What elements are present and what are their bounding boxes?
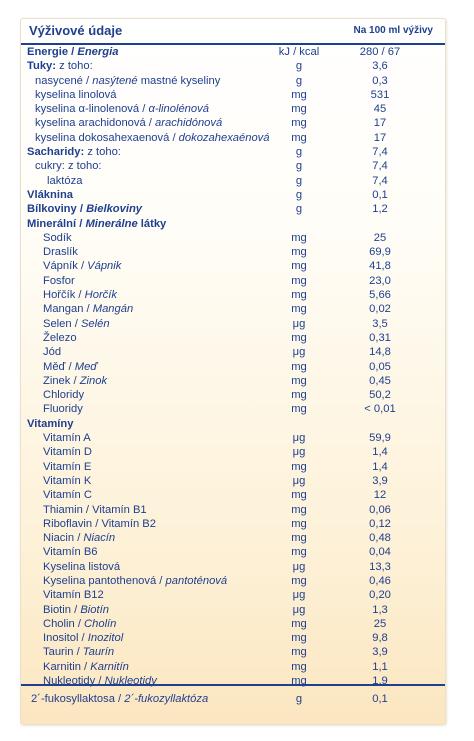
nutrient-unit: mg xyxy=(291,131,307,144)
table-row xyxy=(21,331,445,345)
nutrient-name: Energie / xyxy=(27,46,78,58)
nutrient-unit: mg xyxy=(291,231,307,244)
nutrient-unit: mg xyxy=(291,389,307,402)
nutrient-name: Fosfor xyxy=(43,274,75,287)
nutrient-name-slovak: Bielkoviny xyxy=(86,203,143,216)
table-header xyxy=(21,19,445,45)
nutrient-value: 1,9 xyxy=(372,675,388,688)
nutrient-unit: mg xyxy=(291,660,307,673)
table-row xyxy=(21,231,445,245)
nutrient-unit: mg xyxy=(291,632,307,645)
nutrient-value: 0,12 xyxy=(369,517,391,530)
table-row xyxy=(21,503,445,517)
nutrient-unit: mg xyxy=(291,517,307,530)
table-row xyxy=(21,317,445,331)
nutrient-name: Měď / xyxy=(43,360,75,373)
nutrient-label xyxy=(43,517,156,531)
nutrient-name: Vitamín E xyxy=(43,460,92,473)
nutrient-name: Vitamín C xyxy=(43,489,92,502)
nutrient-name: Jód xyxy=(43,346,62,359)
nutrient-unit: mg xyxy=(291,546,307,559)
nutrient-label xyxy=(43,445,92,459)
table-row xyxy=(21,202,445,216)
nutrient-name: Vitamín B12 xyxy=(43,589,104,602)
nutrient-value: 0,48 xyxy=(369,532,391,545)
nutrient-label xyxy=(43,460,91,474)
nutrient-unit: μg xyxy=(292,474,306,487)
nutrient-label xyxy=(27,188,73,202)
nutrient-name-slovak: Energia xyxy=(77,46,119,58)
nutrient-group-name: Sacharidy: xyxy=(27,146,85,159)
nutrient-name: kyselina dokosahexaenová / xyxy=(35,131,179,144)
nutrient-name-slovak: Vápnik xyxy=(87,260,122,273)
nutrient-value: 17 xyxy=(373,131,387,144)
nutrient-unit: μg xyxy=(292,446,306,459)
nutrient-value: 14,8 xyxy=(369,346,391,359)
footer-label-main: 2´-fukosyllaktosa / xyxy=(31,693,125,705)
nutrient-name: Vitamín D xyxy=(43,446,92,459)
nutrient-unit: μg xyxy=(292,346,306,359)
table-row xyxy=(21,345,445,359)
nutrient-value: 3,6 xyxy=(372,60,388,73)
nutrient-label xyxy=(35,88,116,102)
nutrient-name: Riboflavin / Vitamín B2 xyxy=(43,517,156,530)
table-row xyxy=(21,274,445,288)
nutrient-unit: g xyxy=(295,203,303,216)
table-row xyxy=(21,388,445,402)
nutrient-label xyxy=(43,660,129,674)
nutrient-value: 9,8 xyxy=(372,632,388,645)
nutrient-unit: g xyxy=(295,160,303,173)
nutrient-unit: kJ / kcal xyxy=(278,46,320,58)
footer-value: 0,1 xyxy=(372,693,388,705)
nutrient-label xyxy=(35,159,102,173)
nutrient-value: 7,4 xyxy=(372,146,388,159)
nutrient-label xyxy=(43,259,121,273)
nutrient-unit: mg xyxy=(291,532,307,545)
table-row xyxy=(21,631,445,645)
table-row xyxy=(21,245,445,259)
nutrient-value: 0,1 xyxy=(372,188,388,201)
nutrient-unit: μg xyxy=(292,560,306,573)
nutrient-value: 3,5 xyxy=(372,317,388,330)
nutrient-name-suffix: mastné kyseliny xyxy=(137,74,221,87)
nutrient-name: Vitamín A xyxy=(43,432,91,445)
nutrient-value: 0,02 xyxy=(369,303,391,316)
nutrient-value: 25 xyxy=(373,231,387,244)
nutrient-unit: mg xyxy=(291,489,307,502)
nutrient-name: nasycené / xyxy=(35,74,93,87)
nutrient-value: 7,4 xyxy=(372,174,388,187)
footer-separator xyxy=(21,684,445,686)
nutrient-name: Karnitin / xyxy=(43,660,91,673)
nutrient-value: 3,9 xyxy=(372,646,388,659)
nutrient-label xyxy=(27,45,118,59)
column-heading: Na 100 ml výživy xyxy=(353,25,433,36)
nutrient-rows xyxy=(21,45,445,688)
nutrient-label xyxy=(43,560,120,574)
nutrient-unit: mg xyxy=(291,360,307,373)
nutrient-name: Bílkoviny / xyxy=(27,203,87,216)
nutrient-value: 50,2 xyxy=(369,389,391,402)
table-row xyxy=(21,188,445,202)
table-row xyxy=(21,588,445,602)
nutrient-name: Taurin / xyxy=(43,646,83,659)
nutrient-name: Selen / xyxy=(43,317,81,330)
nutrient-label xyxy=(43,488,92,502)
nutrient-value: 69,9 xyxy=(369,246,391,259)
nutrient-label xyxy=(27,202,142,216)
nutrient-unit: mg xyxy=(291,303,307,316)
nutrient-value: 7,4 xyxy=(372,160,388,173)
table-row xyxy=(21,674,445,688)
nutrient-label xyxy=(27,417,73,431)
nutrient-name-slovak: Meď xyxy=(74,360,98,373)
nutrient-name-slovak: Mangán xyxy=(92,303,134,316)
nutrient-label xyxy=(43,674,157,688)
nutrient-label xyxy=(43,274,75,288)
table-row xyxy=(21,431,445,445)
nutrient-value: 13,3 xyxy=(369,560,391,573)
nutrient-value: 41,8 xyxy=(369,260,391,273)
nutrient-value: 45 xyxy=(373,103,387,116)
footer-label xyxy=(31,691,208,707)
nutrient-name-slovak: nasýtené xyxy=(92,74,138,87)
nutrient-value: 0,20 xyxy=(369,589,391,602)
table-row xyxy=(21,174,445,188)
nutrient-unit: mg xyxy=(291,331,307,344)
nutrient-unit: μg xyxy=(292,317,306,330)
nutrient-unit: mg xyxy=(291,646,307,659)
nutrient-label xyxy=(43,631,123,645)
nutrient-label xyxy=(27,217,166,231)
table-row xyxy=(21,488,445,502)
nutrient-value: < 0,01 xyxy=(364,403,396,416)
nutrient-name: kyselina arachidonová / xyxy=(35,117,156,130)
nutrient-unit: mg xyxy=(291,274,307,287)
nutrient-name-slovak: Biotín xyxy=(80,603,109,616)
nutrient-unit: g xyxy=(295,174,303,187)
nutrient-name: Železo xyxy=(43,331,77,344)
nutrient-label xyxy=(43,503,147,517)
nutrient-value: 0,46 xyxy=(369,574,391,587)
table-row xyxy=(21,460,445,474)
nutrient-value: 1,2 xyxy=(372,203,388,216)
nutrient-name: Kyselina listová xyxy=(43,560,121,573)
nutrient-value: 5,66 xyxy=(369,289,391,302)
nutrient-value: 0,05 xyxy=(369,360,391,373)
nutrient-name: Zinek / xyxy=(43,374,80,387)
nutrient-name: Nukleotidy / xyxy=(43,675,105,688)
nutrient-unit: g xyxy=(295,74,303,87)
nutrient-unit: mg xyxy=(291,246,307,259)
nutrient-name: Hořčík / xyxy=(43,289,85,302)
nutrient-unit: mg xyxy=(291,574,307,587)
table-row xyxy=(21,545,445,559)
nutrient-name: Vláknina xyxy=(27,188,74,201)
nutrient-unit: mg xyxy=(291,617,307,630)
nutrient-unit: mg xyxy=(291,675,307,688)
nutrient-name-slovak: Minerálne xyxy=(85,217,138,230)
nutrient-name: cukry: z toho: xyxy=(35,160,102,173)
table-row xyxy=(21,59,445,73)
nutrient-unit: mg xyxy=(291,403,307,416)
nutrient-value: 0,3 xyxy=(372,74,388,87)
table-row xyxy=(21,74,445,88)
nutrient-label xyxy=(43,645,114,659)
nutrient-name-slovak: Nukleotidy xyxy=(104,675,157,688)
table-row xyxy=(21,259,445,273)
nutrient-label xyxy=(43,388,84,402)
table-row xyxy=(21,417,445,431)
nutrient-name: Niacin / xyxy=(43,532,84,545)
nutrient-name-slovak: Inozitol xyxy=(87,632,124,645)
nutrient-name: Thiamin / Vitamín B1 xyxy=(43,503,147,516)
nutrient-name: Biotin / xyxy=(43,603,81,616)
table-title: Výživové údaje xyxy=(29,23,123,38)
nutrient-name: Vitamín K xyxy=(43,474,92,487)
nutrient-name: Vápník / xyxy=(43,260,88,273)
nutrient-unit: mg xyxy=(291,103,307,116)
table-row xyxy=(21,217,445,231)
nutrient-unit: mg xyxy=(291,460,307,473)
table-row xyxy=(21,645,445,659)
nutrient-unit: g xyxy=(295,146,303,159)
table-row xyxy=(21,360,445,374)
nutrient-label xyxy=(27,59,93,73)
footer-unit: g xyxy=(295,693,303,705)
table-row xyxy=(21,302,445,316)
nutrient-name-slovak: arachidónová xyxy=(155,117,223,130)
nutrient-label xyxy=(43,431,91,445)
nutrient-label xyxy=(43,345,61,359)
table-row xyxy=(21,474,445,488)
nutrient-value: 1,1 xyxy=(372,660,388,673)
nutrient-unit: mg xyxy=(291,503,307,516)
nutrient-label xyxy=(35,102,209,116)
nutrient-value: 0,45 xyxy=(369,374,391,387)
nutrient-name-suffix: látky xyxy=(137,217,167,230)
nutrient-value: 1,3 xyxy=(372,603,388,616)
nutrient-value: 0,04 xyxy=(369,546,391,559)
table-row xyxy=(21,603,445,617)
nutrient-unit: g xyxy=(295,188,303,201)
table-row xyxy=(21,617,445,631)
nutrient-label xyxy=(43,574,227,588)
nutrient-value: 17 xyxy=(373,117,387,130)
footer-row xyxy=(21,691,445,707)
table-row xyxy=(21,88,445,102)
nutrient-label xyxy=(47,174,82,188)
nutrient-name-slovak: Cholín xyxy=(84,617,117,630)
nutrient-unit: μg xyxy=(292,589,306,602)
table-row xyxy=(21,102,445,116)
nutrient-name: Minerální / xyxy=(27,217,86,230)
nutrient-unit: μg xyxy=(292,603,306,616)
table-row xyxy=(21,402,445,416)
nutrient-name-slovak: Selén xyxy=(80,317,110,330)
nutrient-unit: μg xyxy=(292,432,306,445)
table-row xyxy=(21,517,445,531)
nutrient-name: Inositol / xyxy=(43,632,88,645)
nutrition-panel xyxy=(20,18,446,725)
nutrient-name: Vitamín B6 xyxy=(43,546,98,559)
nutrient-unit: mg xyxy=(291,289,307,302)
nutrient-name: Cholin / xyxy=(43,617,85,630)
nutrient-value: 1,4 xyxy=(372,460,388,473)
nutrient-label xyxy=(43,288,117,302)
nutrient-name-slovak: Karnitín xyxy=(90,660,129,673)
nutrient-name: laktóza xyxy=(47,174,83,187)
table-row xyxy=(21,574,445,588)
nutrient-value: 280 / 67 xyxy=(359,46,401,58)
nutrient-name: Kyselina pantothenová / xyxy=(43,574,166,587)
nutrient-name: Chloridy xyxy=(43,389,85,402)
nutrient-label xyxy=(43,245,78,259)
nutrient-label xyxy=(35,116,222,130)
nutrient-label xyxy=(43,374,107,388)
table-row xyxy=(21,560,445,574)
nutrient-label xyxy=(43,531,115,545)
nutrient-unit: mg xyxy=(291,117,307,130)
nutrient-name-slovak: Taurín xyxy=(82,646,115,659)
table-row xyxy=(21,159,445,173)
nutrient-unit: mg xyxy=(291,260,307,273)
nutrient-name-slovak: Niacín xyxy=(83,532,116,545)
nutrient-unit: g xyxy=(295,60,303,73)
nutrient-name: z toho: xyxy=(84,146,121,159)
nutrient-name-slovak: Horčík xyxy=(84,289,117,302)
nutrient-name-slovak: pantoténová xyxy=(165,574,228,587)
nutrient-name-slovak: Zinok xyxy=(79,374,108,387)
footer-label-alt: 2´-fukozyllaktóza xyxy=(124,693,209,705)
table-row xyxy=(21,145,445,159)
nutrient-label xyxy=(43,360,97,374)
nutrient-group-name: Tuky: xyxy=(27,60,57,73)
nutrient-name: z toho: xyxy=(56,60,93,73)
nutrient-name: Fluoridy xyxy=(43,403,83,416)
nutrient-name: Draslík xyxy=(43,246,78,259)
nutrient-name: kyselina α-linolenová / xyxy=(35,103,149,116)
table-row xyxy=(21,288,445,302)
nutrient-label xyxy=(43,317,110,331)
nutrient-name: kyselina linolová xyxy=(35,88,117,101)
table-row xyxy=(21,660,445,674)
nutrient-value: 25 xyxy=(373,617,387,630)
nutrient-label xyxy=(43,603,109,617)
nutrient-label xyxy=(43,545,98,559)
nutrient-label xyxy=(43,231,72,245)
nutrient-label xyxy=(43,302,133,316)
nutrient-value: 23,0 xyxy=(369,274,391,287)
nutrient-label xyxy=(35,131,270,145)
nutrient-label xyxy=(43,402,83,416)
nutrient-label xyxy=(43,331,77,345)
nutrient-label xyxy=(43,588,104,602)
nutrient-value: 0,06 xyxy=(369,503,391,516)
nutrient-unit: mg xyxy=(291,88,307,101)
nutrient-value: 531 xyxy=(370,88,390,101)
nutrient-name-slovak: dokozahexaénová xyxy=(178,131,270,144)
table-row xyxy=(21,531,445,545)
table-row xyxy=(21,116,445,130)
nutrient-value: 59,9 xyxy=(369,432,391,445)
table-row xyxy=(21,445,445,459)
nutrient-value: 1,4 xyxy=(372,446,388,459)
nutrient-label xyxy=(43,617,116,631)
table-row xyxy=(21,131,445,145)
nutrient-value: 3,9 xyxy=(372,474,388,487)
nutrient-name-slovak: α-linolénová xyxy=(148,103,209,116)
nutrient-label xyxy=(35,74,220,88)
nutrient-value: 12 xyxy=(373,489,387,502)
nutrient-value: 0,31 xyxy=(369,331,391,344)
nutrient-name: Vitamíny xyxy=(27,417,74,430)
table-row xyxy=(21,45,445,59)
nutrient-name: Mangan / xyxy=(43,303,93,316)
nutrient-name: Sodík xyxy=(43,231,72,244)
table-row xyxy=(21,374,445,388)
nutrient-label xyxy=(27,145,121,159)
nutrient-label xyxy=(43,474,91,488)
nutrient-unit: mg xyxy=(291,374,307,387)
